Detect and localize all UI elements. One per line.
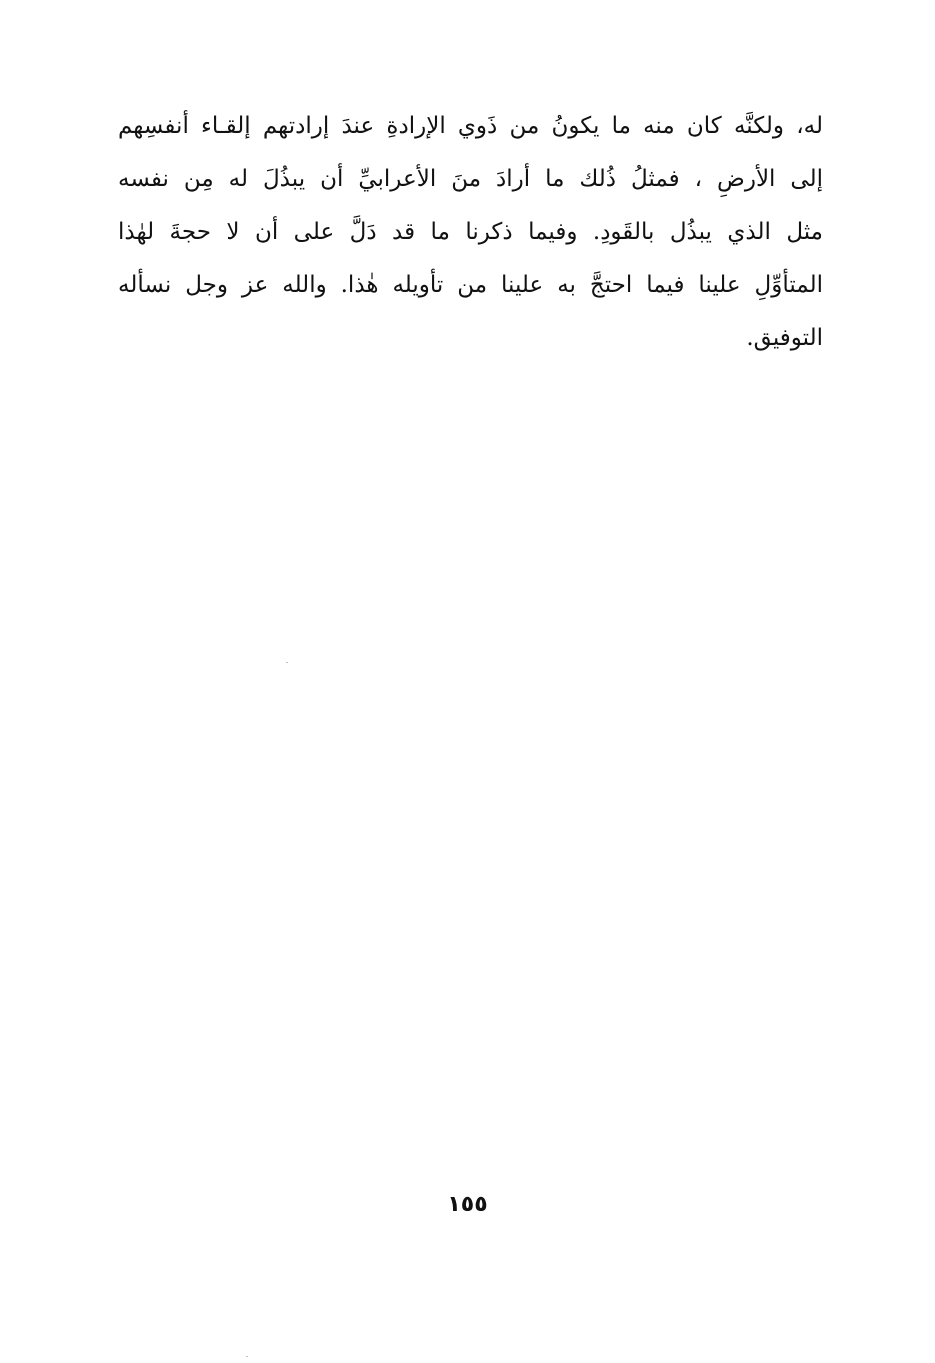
- body-text: [118, 100, 823, 365]
- page-number: ١٥٥: [447, 1192, 488, 1217]
- scan-speck: [286, 662, 288, 663]
- scan-speck: [246, 1356, 248, 1357]
- text-line: مثل الذي يبذُل بالقَودِ. وفيما ذكرنا ما قد دَلَّ على أن لا حجةَ لهٰذا: [118, 219, 823, 245]
- text-line: التوفيق.: [746, 325, 823, 351]
- text-line: له، ولكنَّه كان منه ما يكونُ من ذَوي الإرادةِ عندَ إرادتهم إلقـاء أنفسِهم: [118, 113, 823, 139]
- text-line: إلى الأرضِ ، فمثلُ ذُلك ما أرادَ منَ الأعرابيِّ أن يبذُلَ له مِن نفسه: [118, 166, 823, 192]
- text-line: المتأوِّلِ علينا فيما احتجَّ به علينا من تأويله هٰذا. والله عز وجل نسأله: [118, 272, 823, 298]
